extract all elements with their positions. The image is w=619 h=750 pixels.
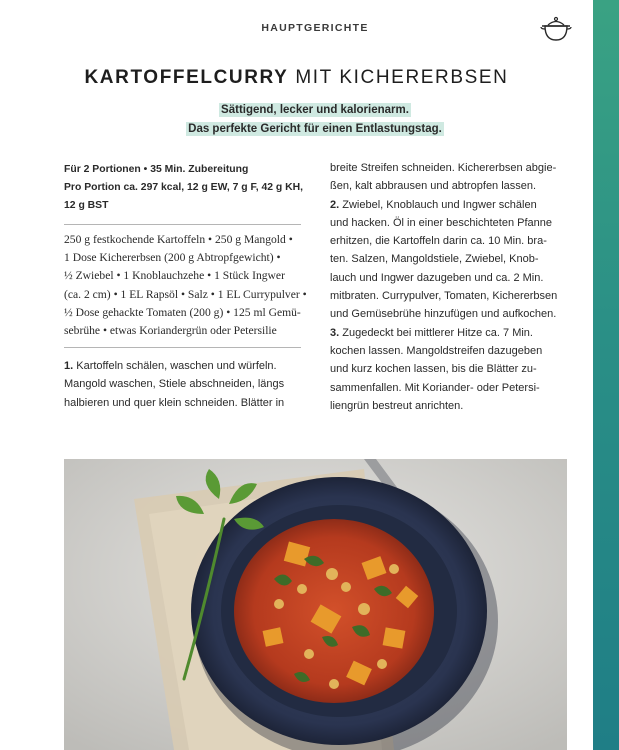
instructions-left-column: [64, 357, 304, 412]
instruction-text: mitbraten. Currypulver, Tomaten, Kichererbsen: [330, 290, 558, 303]
step-number: 1.: [64, 360, 74, 372]
subtitle-line-2: Das perfekte Gericht für einen Entlastungstag.: [188, 123, 442, 135]
instruction-text: ßen, kalt abbrausen und abtropfen lassen.: [330, 180, 537, 193]
subtitle-line-1: Sättigend, lecker und kalorienarm.: [221, 104, 409, 116]
instruction-text: kochen lassen. Mangoldstreifen dazugeben: [330, 344, 543, 357]
instruction-text: sammenfallen. Mit Koriander- oder Petersi-: [330, 381, 540, 394]
divider: [64, 347, 301, 348]
nutrition-line: 12 g BST: [64, 200, 109, 211]
instruction-line: [64, 375, 304, 393]
instruction-line: [330, 342, 570, 360]
instruction-line: [330, 159, 570, 177]
instruction-text: erhitzen, die Kartoffeln darin ca. 10 Min. bra-: [330, 235, 547, 248]
instruction-line: [330, 324, 570, 342]
ingredient-line: 250 g festkochende Kartoffeln • 250 g Mangold •: [64, 233, 293, 246]
ingredient-line: ½ Zwiebel • 1 Knoblauchzehe • 1 Stück Ingwer: [64, 269, 285, 283]
instruction-text: lauch und Ingwer dazugeben und ca. 2 Min.: [330, 271, 544, 284]
instruction-line: [330, 397, 570, 415]
divider: [64, 224, 301, 225]
instruction-line: [64, 394, 304, 412]
instruction-line: [64, 357, 304, 375]
cooking-pot-icon: [539, 14, 573, 42]
section-label: HAUPTGERICHTE: [261, 22, 369, 34]
instruction-text: liengrün bestreut anrichten.: [330, 399, 464, 412]
ingredient-list: [64, 231, 307, 340]
recipe-photo: [64, 459, 567, 750]
title-sub: MIT KICHERERBSEN: [295, 67, 509, 88]
instruction-text: Zwiebel, Knoblauch und Ingwer schälen: [339, 198, 537, 211]
step-number: 2.: [330, 198, 340, 211]
ingredient-line: 1 Dose Kichererbsen (200 g Abtropfgewicht) •: [64, 251, 281, 265]
instruction-text: Kartoffeln schälen, waschen und würfeln.: [73, 360, 277, 372]
instruction-line: [330, 214, 570, 232]
step-number: 3.: [330, 326, 340, 339]
instruction-text: halbieren und quer klein schneiden. Blätter in: [64, 396, 285, 409]
servings-time: Für 2 Portionen • 35 Min. Zubereitung: [64, 164, 249, 175]
ingredient-line: (ca. 2 cm) • 1 EL Rapsöl • Salz • 1 EL Currypulver •: [64, 287, 307, 301]
instruction-line: [330, 196, 570, 214]
recipe-title: [0, 67, 593, 89]
instruction-text: und hacken. Öl in einer beschichteten Pfanne: [330, 216, 552, 229]
instruction-line: [330, 250, 570, 268]
recipe-meta: [64, 161, 304, 215]
instruction-text: Mangold waschen, Stiele abschneiden, längs: [64, 378, 285, 391]
instruction-line: [330, 379, 570, 397]
ingredient-line: ½ Dose gehackte Tomaten (200 g) • 125 ml Gemü-: [64, 305, 301, 319]
instruction-line: [330, 177, 570, 195]
instruction-text: und kurz kochen lassen, bis die Blätter zu-: [330, 363, 537, 376]
instructions-right-column: [330, 159, 570, 415]
instruction-line: [330, 232, 570, 250]
recipe-subtitle: [0, 101, 619, 139]
instruction-line: [330, 305, 570, 323]
nutrition-line: Pro Portion ca. 297 kcal, 12 g EW, 7 g F, 42 g KH,: [64, 182, 304, 193]
title-main: KARTOFFELCURRY: [84, 67, 289, 88]
instruction-line: [330, 360, 570, 378]
curry-dish-illustration: [64, 459, 567, 750]
instruction-text: und Gemüsebrühe hinzufügen und aufkochen.: [330, 308, 557, 321]
instruction-text: ten. Salzen, Mangoldstiele, Zwiebel, Knob-: [330, 253, 539, 266]
instruction-line: [330, 269, 570, 287]
instruction-text: Zugedeckt bei mittlerer Hitze ca. 7 Min.: [339, 326, 533, 339]
instruction-line: [330, 287, 570, 305]
instruction-text: breite Streifen schneiden. Kichererbsen abgie-: [330, 162, 557, 174]
ingredient-line: sebrühe • etwas Koriandergrün oder Petersilie: [64, 324, 277, 338]
